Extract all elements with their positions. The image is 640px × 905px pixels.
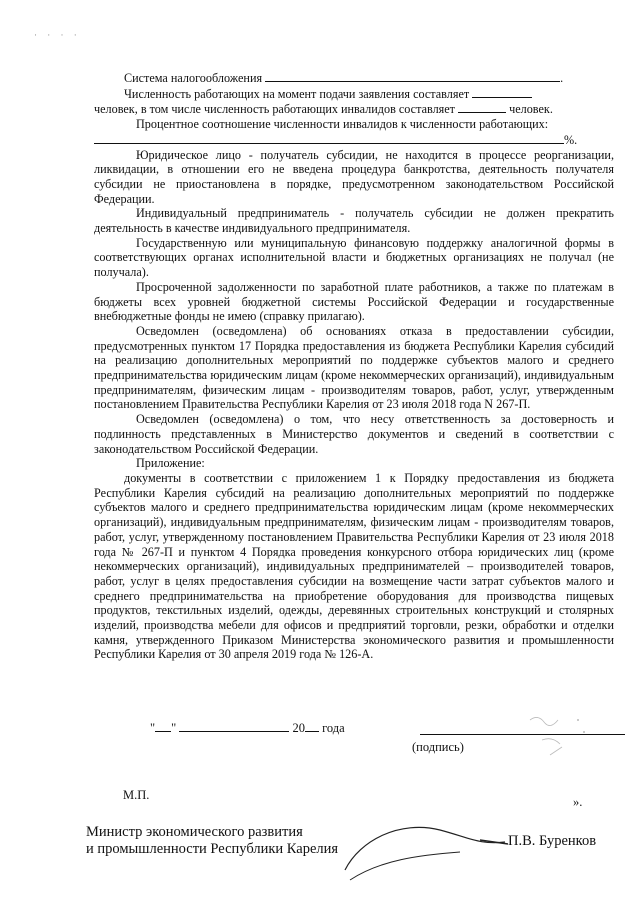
date-field: " " 20 года: [150, 721, 345, 735]
legal-entity-paragraph: Юридическое лицо - получатель субсидии, не находится в процессе реорганизации, ликвидации, в отношении его не введена процедура банкротства, деятельность получателя субсидии не приостановлена в порядке, предусмотренном законодательством Российской Федерации.: [94, 147, 614, 206]
tax-system-line: Система налогообложения .: [124, 71, 564, 85]
attachment-label: Приложение:: [136, 456, 205, 471]
state-support-paragraph: Государственную или муниципальную финансовую поддержку аналогичной формы в соответствующих органах исполнительной власти и бюджетных организациях не получал (не получала).: [94, 235, 614, 280]
informed-responsibility-paragraph: Осведомлен (осведомлена) о том, что несу ответственность за достоверность и подлинность представленных в Министерство документов и сведений в соответствии с законодательством Российской Федерации.: [94, 412, 614, 456]
disabled-percent-line: Процентное соотношение численности инвалидов к численности работающих:: [136, 117, 549, 132]
date-month-blank: [179, 720, 289, 732]
minister-title-line-1: Министр экономического развития: [86, 824, 303, 840]
informed-refusal-paragraph: Осведомлен (осведомлена) об основаниях отказа в предоставлении субсидии, предусмотренных пунктом 17 Порядка предоставления из бюджета Республики Карелия субсидий на реализацию дополнительных мероприятий по поддержке субъектов малого и среднего предпринимательства юридическим лицам (кроме некоммерческих организаций), индивидуальным предпринимателям, физическим лицам - производителям товаров, работ, услуг, утвержденным постановлением Правительства Республики Карелия от 23 июля 2018 года N 267-П.: [94, 323, 614, 412]
closing-quote: ».: [573, 795, 583, 809]
disabled-percent-blank-line: %.: [94, 132, 614, 148]
tax-system-blank: [265, 70, 560, 82]
attachment-paragraph: документы в соответствии с приложением 1 к Порядку предоставления из бюджета Республики Карелия субсидий на реализацию дополнительных мероприятий по поддержке субъектов малого и среднего предпринимательства юридическим лицам (кроме некоммерческих организаций), индивидуальным предпринимателям, физическим лицам - производителям товаров, работ, услуг, утвержденному постановлением Правительства Республики Карелия от 23 июля 2018 года № 267-П и пунктом 4 Порядка проведения конкурсного отбора юридических лиц (кроме некоммерческих организаций), индивидуальных предпринимателей – производителей товаров, работ, услуг в целях предоставления субсидии на возмещение части затрат субъектов малого и среднего предпринимательства на приобретение оборудования для производства пищевых продуктов, текстильных изделий, одежды, деревянных строительных конструкций и столярных изделий, производства мебели для офисов и предприятий торговли, резки, обработки и отделки камня, утвержденного Приказом Министерства экономического развития и промышленности Республики Карелия от 30 апреля 2019 года № 126-А.: [94, 470, 614, 662]
disabled-percent-blank: [94, 132, 564, 144]
signature-caption: (подпись): [412, 740, 464, 754]
disabled-count-blank: [458, 101, 506, 113]
arrears-paragraph: Просроченной задолженности по заработной плате работников, а также по платежам в бюджеты всех уровней бюджетной системы Российской Федерации и государственные внебюджетные фонды не имею (справку прилагаю).: [94, 279, 614, 324]
minister-title-line-2: и промышленности Республики Карелия: [86, 841, 339, 857]
stamp-scribble-mark: [520, 700, 600, 770]
document-body: [94, 70, 614, 662]
staff-count-blank: [472, 86, 532, 98]
handwritten-signature: [330, 800, 510, 890]
disabled-staff-line: человек, в том числе численность работающих инвалидов составляет человек.: [94, 102, 553, 117]
entrepreneur-paragraph: Индивидуальный предприниматель - получатель субсидии не должен прекратить деятельность в качестве индивидуального предпринимателя.: [94, 206, 614, 236]
scan-artifact: · · · ·: [34, 30, 81, 40]
staff-count-line: Численность работающих на момент подачи заявления составляет: [94, 86, 614, 102]
minister-title: [86, 824, 338, 858]
minister-name: П.В. Буренков: [508, 833, 597, 849]
stamp-place-label: М.П.: [123, 788, 150, 802]
